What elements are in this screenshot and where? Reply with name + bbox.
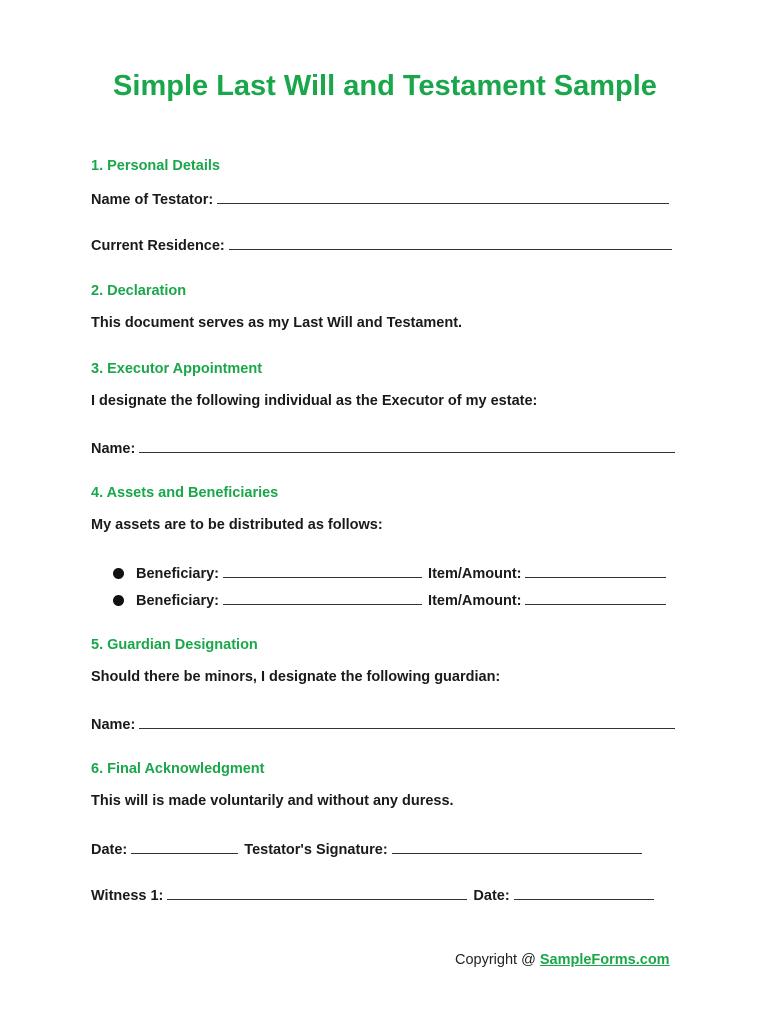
testator-name-field[interactable] <box>217 190 669 204</box>
guardian-name-field[interactable] <box>139 715 675 729</box>
section-heading-declaration: 2. Declaration <box>91 283 187 299</box>
beneficiary-field-1[interactable] <box>223 564 422 578</box>
witness-label: Witness 1: <box>91 888 164 904</box>
item-amount-label: Item/Amount: <box>428 593 522 609</box>
item-amount-field-1[interactable] <box>525 564 666 578</box>
section-heading-acknowledgment: 6. Final Acknowledgment <box>91 761 265 777</box>
acknowledgment-text: This will is made voluntarily and without any duress. <box>91 793 454 809</box>
beneficiary-label: Beneficiary: <box>136 566 220 582</box>
testator-name-label: Name of Testator: <box>91 192 214 208</box>
witness-date-field[interactable] <box>514 886 654 900</box>
bullet-icon <box>113 568 124 579</box>
date-field[interactable] <box>131 840 238 854</box>
declaration-text: This document serves as my Last Will and Testament. <box>91 315 463 331</box>
document-title: Simple Last Will and Testament Sample <box>113 70 657 102</box>
executor-name-row <box>91 439 675 457</box>
section-heading-personal-details: 1. Personal Details <box>91 158 220 174</box>
residence-field[interactable] <box>229 236 672 250</box>
residence-row <box>91 236 672 254</box>
beneficiary-row-2 <box>136 591 666 609</box>
residence-label: Current Residence: <box>91 238 225 254</box>
beneficiary-row-1 <box>136 564 666 582</box>
date-label: Date: <box>91 842 128 858</box>
witness-date-label: Date: <box>473 888 510 904</box>
guardian-name-row <box>91 715 675 733</box>
section-heading-guardian: 5. Guardian Designation <box>91 637 258 653</box>
executor-name-label: Name: <box>91 441 136 457</box>
item-amount-label: Item/Amount: <box>428 566 522 582</box>
assets-text: My assets are to be distributed as follows: <box>91 517 383 533</box>
witness-row <box>91 886 654 904</box>
copyright-prefix: Copyright @ <box>455 952 536 968</box>
beneficiary-label: Beneficiary: <box>136 593 220 609</box>
section-heading-assets: 4. Assets and Beneficiaries <box>91 485 279 501</box>
guardian-name-label: Name: <box>91 717 136 733</box>
testator-name-row <box>91 190 669 208</box>
guardian-text: Should there be minors, I designate the following guardian: <box>91 669 501 685</box>
signature-label: Testator's Signature: <box>244 842 388 858</box>
date-signature-row <box>91 840 642 858</box>
executor-name-field[interactable] <box>139 439 675 453</box>
item-amount-field-2[interactable] <box>525 591 666 605</box>
beneficiary-field-2[interactable] <box>223 591 422 605</box>
witness-field[interactable] <box>167 886 467 900</box>
executor-text: I designate the following individual as the Executor of my estate: <box>91 393 538 409</box>
footer-copyright <box>455 952 670 968</box>
signature-field[interactable] <box>392 840 642 854</box>
bullet-icon <box>113 595 124 606</box>
brand-link[interactable]: SampleForms.com <box>539 952 670 968</box>
section-heading-executor: 3. Executor Appointment <box>91 361 263 377</box>
